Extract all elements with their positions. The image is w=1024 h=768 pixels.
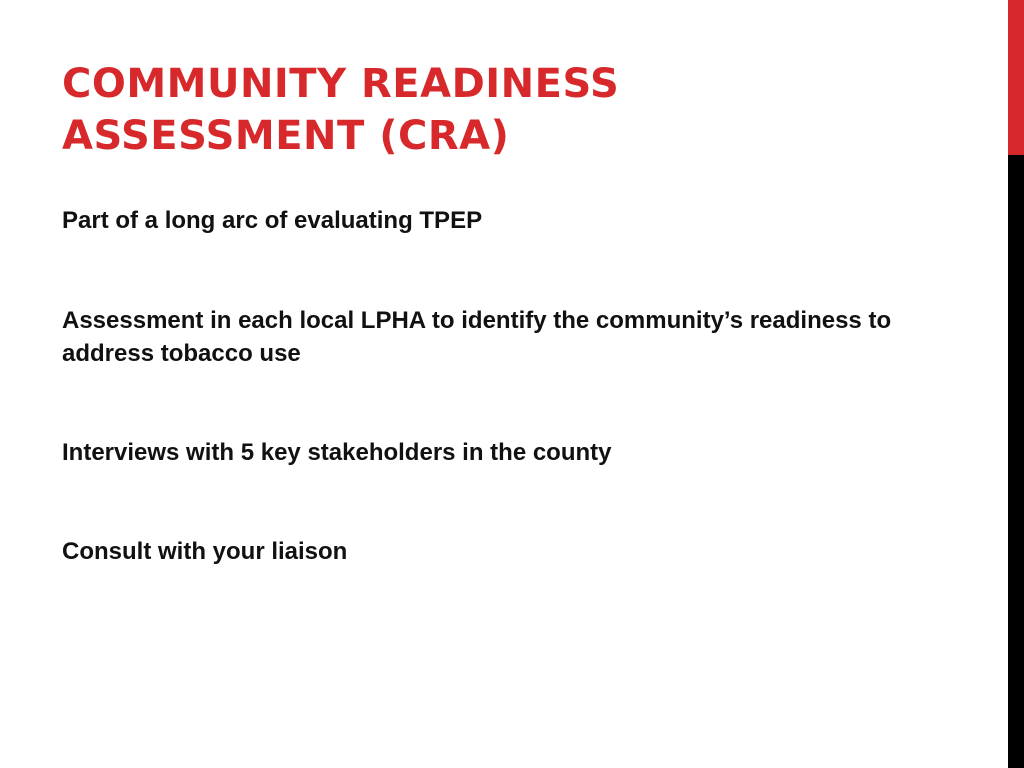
accent-bar-black <box>1008 155 1024 768</box>
slide-title <box>62 58 962 162</box>
bullet-consult-liaison: Consult with your liaison <box>62 538 348 565</box>
accent-bar-red <box>1008 0 1024 155</box>
bullet-evaluating-tpep: Part of a long arc of evaluating TPEP <box>62 207 483 234</box>
bullet-stakeholder-interviews: Interviews with 5 key stakeholders in the county <box>62 439 612 466</box>
slide-title-line-2: ASSESSMENT (CRA) <box>62 113 510 159</box>
bullet-assessment-lpha: Assessment in each local LPHA to identify the community’s readiness to address tobacco use <box>62 307 892 367</box>
slide-title-line-1: COMMUNITY READINESS <box>62 61 620 107</box>
